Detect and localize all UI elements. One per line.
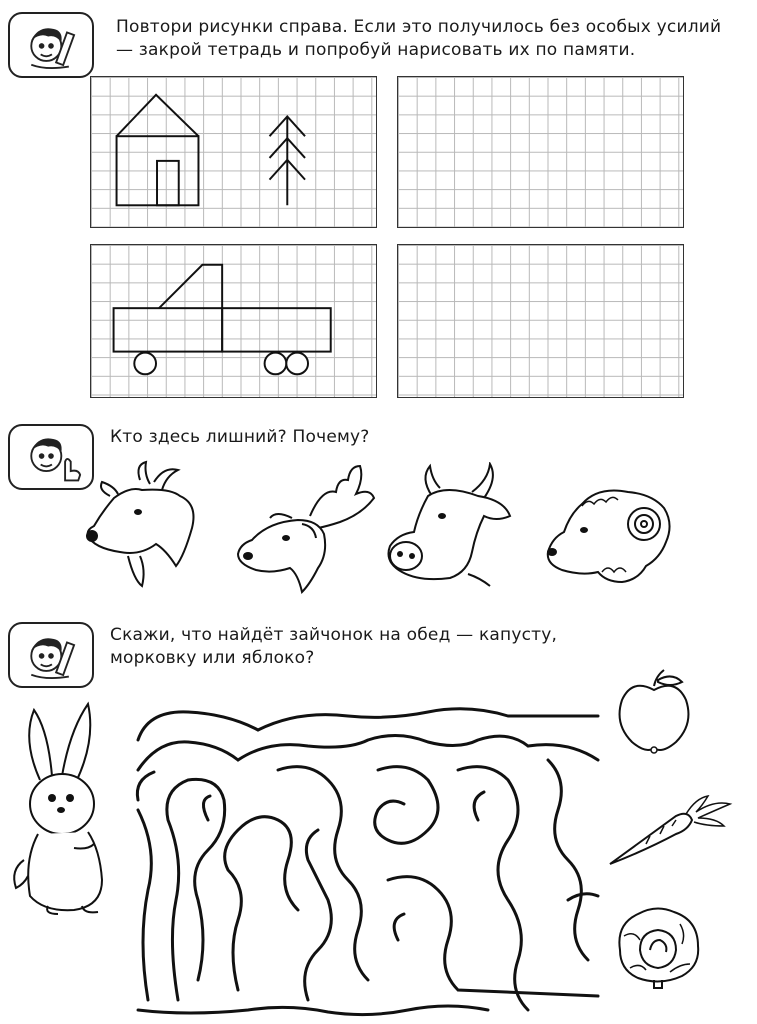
task-1-instruction: Повтори рисунки справа. Если это получилось без особых усилий — закрой тетрадь и попробуй нарисовать их по памяти. <box>116 17 722 60</box>
boy-with-pencil-icon <box>8 12 94 78</box>
maze <box>128 700 608 1020</box>
ram-icon <box>542 484 677 589</box>
moose-icon <box>232 458 377 598</box>
grid-empty-1 <box>397 76 684 228</box>
carrot-icon <box>606 790 736 870</box>
task-2-instruction: Кто здесь лишний? Почему? <box>110 427 370 447</box>
bull-icon <box>380 462 520 592</box>
goat-icon <box>80 460 210 590</box>
grid-truck <box>90 244 377 398</box>
rabbit-icon <box>4 700 124 920</box>
apple-icon <box>612 668 696 758</box>
task-3-instruction: Скажи, что найдёт зайчонок на обед — капусту, морковку или яблоко? <box>110 625 558 668</box>
boy-with-pencil-icon <box>8 622 94 688</box>
cabbage-icon <box>610 900 705 990</box>
grid-empty-2 <box>397 244 684 398</box>
grid-house-tree <box>90 76 377 228</box>
